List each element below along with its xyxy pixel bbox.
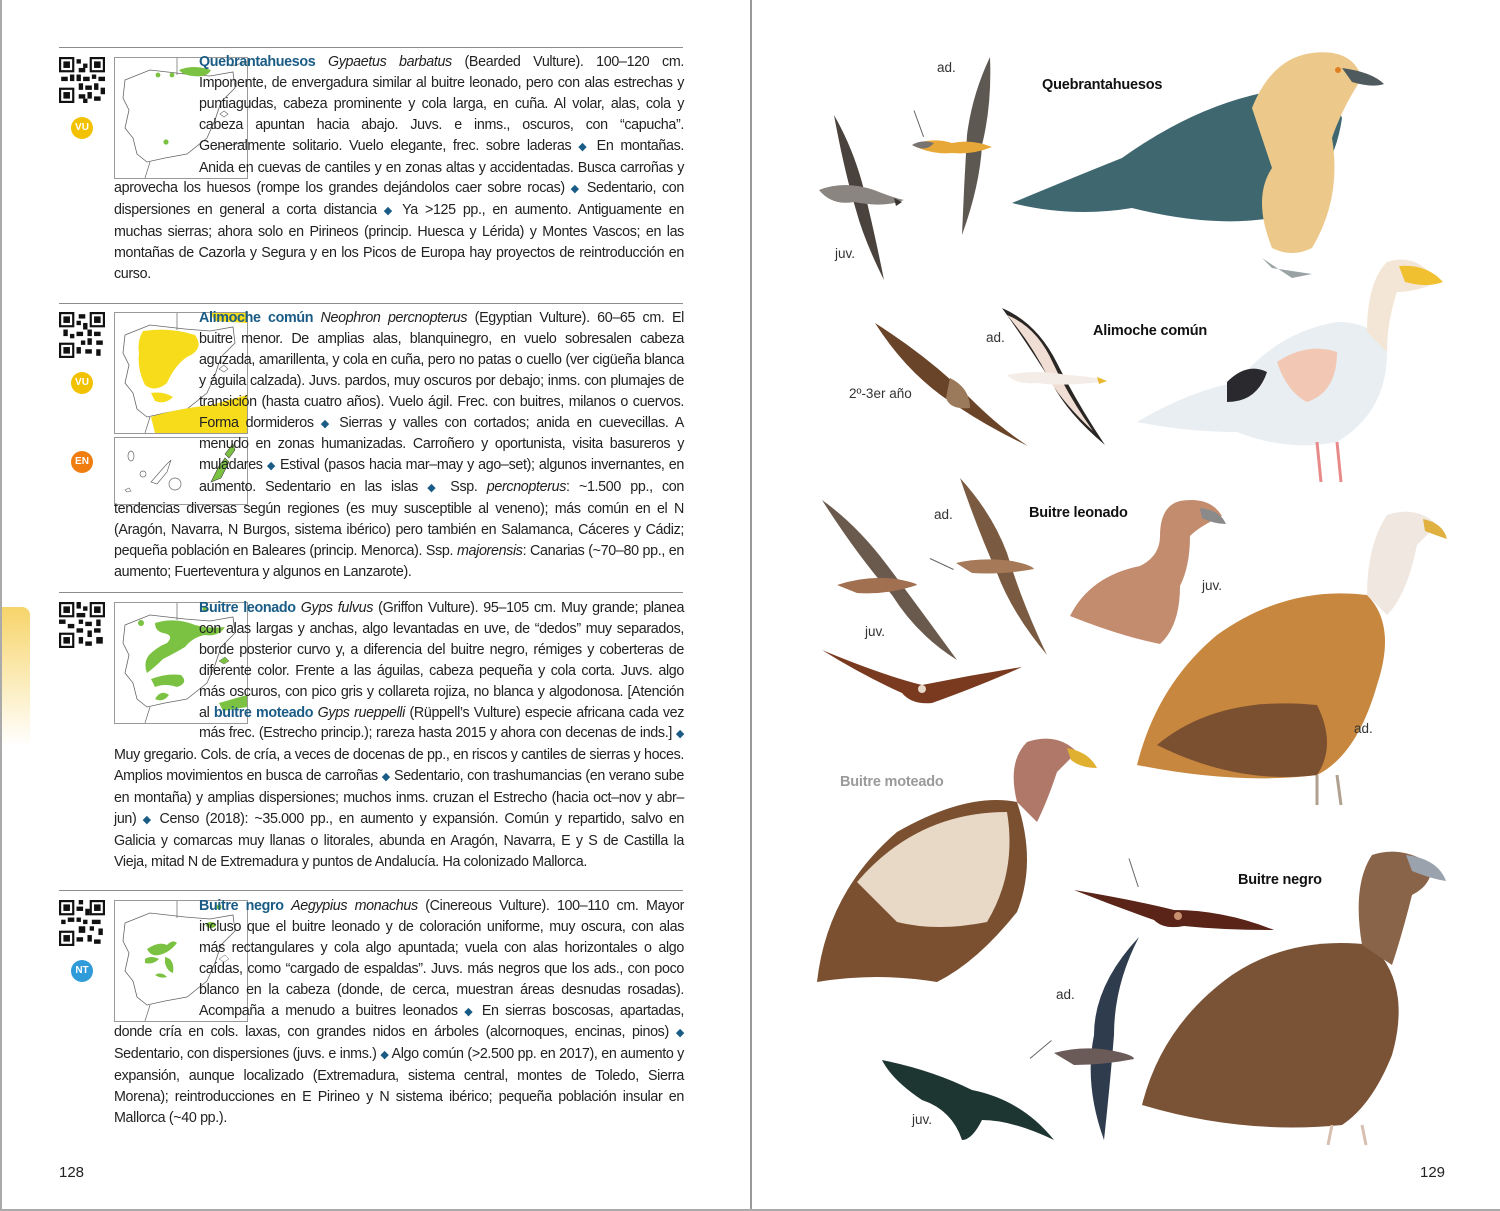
species-english-name: (Griffon Vulture). 95–105 cm. bbox=[378, 600, 556, 616]
age-label-adult: ad. bbox=[1056, 987, 1075, 1002]
plate-label-buitre-moteado: Buitre moteado bbox=[840, 774, 944, 790]
species-movements: Estival (pasos hacia mar–may y ago–set); algunos invernantes, en aumento. Sedentario en las islas bbox=[199, 457, 684, 496]
species-text-buitre-leonado bbox=[114, 598, 684, 873]
species-text-buitre-negro bbox=[114, 896, 684, 1129]
age-label-adult: ad. bbox=[1354, 721, 1373, 736]
egyptian-vulture-adult-flight-illustration bbox=[997, 303, 1107, 448]
species-aside-scientific-name: Gyps rueppelli bbox=[317, 704, 405, 721]
species-scientific-name: Neophron percnopterus bbox=[320, 310, 468, 326]
griffon-vulture-adult-flight-illustration bbox=[952, 473, 1052, 658]
species-english-name: (Cinereous Vulture). 100–110 cm. bbox=[425, 898, 639, 914]
status-badge-vu: VU bbox=[71, 372, 93, 394]
separator-diamond-icon: ◆ bbox=[383, 205, 396, 218]
bearded-vulture-juvenile-flight-illustration bbox=[814, 110, 909, 285]
separator-diamond-icon: ◆ bbox=[142, 814, 154, 827]
species-english-name: (Bearded Vulture). 100–120 cm. bbox=[464, 54, 685, 70]
species-habitat: Sierras y valles con cortados; anida en cuevecillas. A menudo en zonas humanizadas. Carroñero y oportunista, visita basureros y muladares bbox=[199, 414, 684, 474]
species-scientific-name: Aegypius monachus bbox=[291, 898, 418, 914]
species-scientific-name: Gyps fulvus bbox=[300, 600, 374, 616]
subspecies-name: majorensis bbox=[456, 542, 523, 559]
species-common-name: Buitre negro bbox=[199, 898, 284, 914]
age-label-second-third-year: 2º-3er año bbox=[849, 386, 912, 401]
separator-diamond-icon: ◆ bbox=[320, 417, 333, 430]
griffon-vulture-adult-perched-illustration bbox=[1137, 505, 1447, 810]
species-aside-text: (Rüppell’s Vulture) especie africana cada vez más frec. (Estrecho princip.); rareza hasta 2015 y ahora con decenas de inds.] bbox=[199, 704, 685, 742]
status-badge-vu: VU bbox=[71, 117, 93, 139]
entry-divider bbox=[59, 890, 683, 891]
species-description: El buitre menor. De amplias alas, blanquinegro, en vuelo sobresalen cabeza aguzada, amarillenta, y cola en cuña, pero no patas o cuello (ver cigüeña blanca y águila calzada). Juvs. pardos, muy oscuros por debajo; inms. con plumajes de transición (hasta cuatro años). Vuelo ágil. Frec. con buitres, milanos o cuervos. Forma dormideros bbox=[199, 310, 684, 431]
age-label-juvenile: juv. bbox=[835, 246, 856, 261]
cinereous-vulture-perched-illustration bbox=[1142, 845, 1452, 1150]
cinereous-vulture-juvenile-flight-illustration bbox=[882, 1050, 1057, 1145]
species-movements: Sedentario, con trashumancias (en verano sube en montaña) y amplias dispersiones; muchos inms. cruzan el Estrecho (hacia oct–nov y abr–jun) bbox=[114, 768, 684, 828]
species-population: Algo común (>2.500 pp. en 2017), en aumento y expansión, aunque localizado (Extremadura, sistema central, montes de Toledo, Sierra Morena); reintroducciones en E Pirineo y N sistema ibérico; pequeña población insular en Mallorca (~40 pp.). bbox=[114, 1046, 684, 1127]
age-label-adult: ad. bbox=[986, 330, 1005, 345]
separator-diamond-icon: ◆ bbox=[570, 183, 582, 196]
species-movements: Sedentario, con dispersiones (juvs. e inms.) bbox=[114, 1046, 377, 1063]
plate-label-alimoche: Alimoche común bbox=[1093, 323, 1208, 339]
species-text-quebrantahuesos bbox=[114, 52, 684, 285]
plate-label-buitre-negro: Buitre negro bbox=[1238, 872, 1322, 888]
separator-diamond-icon: ◆ bbox=[381, 771, 391, 784]
entry-divider bbox=[59, 47, 683, 48]
species-habitat: En sierras boscosas, apartadas, donde cría en cols. laxas, con grandes nidos en árboles (alcornoques, encinas, pinos) bbox=[114, 1002, 684, 1041]
plate-label-quebrantahuesos: Quebrantahuesos bbox=[1042, 77, 1163, 93]
species-habitat: En montañas. Anida en cuevas de cantiles y en zonas altas y accidentadas. Busca carroñas y aprovecha los huesos (rompe los grandes dejándolos caer sobre rocas) bbox=[114, 137, 684, 197]
age-label-juvenile: juv. bbox=[1202, 578, 1223, 593]
page-number-left: 128 bbox=[59, 1164, 85, 1181]
entry-divider bbox=[59, 303, 683, 304]
separator-diamond-icon: ◆ bbox=[675, 1027, 684, 1040]
status-badge-en: EN bbox=[71, 451, 93, 473]
species-description: Mayor incluso que el buitre leonado y de coloración uniforme, muy oscura, con alas más rectangulares y cola algo apuntada; vuela con alas horizontales o algo caídas, como “cargado de espaldas”. Juvs. más negros que los ads., con poco blanco en la cabeza (donde, de cerca, muestran áreas desnudas rosadas). Acompaña a menudo a buitres leonados bbox=[199, 898, 684, 1019]
griffon-vulture-frontal-flight-illustration bbox=[822, 645, 1027, 710]
bearded-vulture-adult-flight-illustration bbox=[912, 55, 1007, 240]
species-common-name: Buitre leonado bbox=[199, 600, 296, 616]
separator-diamond-icon: ◆ bbox=[464, 1005, 476, 1018]
species-english-name: (Egyptian Vulture). 60–65 cm. bbox=[474, 310, 665, 326]
plate-label-buitre-leonado: Buitre leonado bbox=[1029, 505, 1128, 521]
cinereous-vulture-adult-flight-illustration bbox=[1054, 935, 1144, 1145]
separator-diamond-icon: ◆ bbox=[266, 460, 276, 473]
species-population: Ya >125 pp., en aumento. Antiguamente en muchas sierras; ahora solo en Pirineos (princip. Huesca y Lérida) y Montes Vascos; en las montañas de Cazorla y Segura y en los Picos de Europa hay proyectos de reintroducción en curso. bbox=[114, 202, 684, 283]
age-label-adult: ad. bbox=[937, 60, 956, 75]
age-label-adult: ad. bbox=[934, 507, 953, 522]
species-scientific-name: Gypaetus barbatus bbox=[327, 54, 452, 70]
species-description: Imponente, de envergadura similar al buitre leonado, pero con alas estrechas y puntiagudas, cabeza prominente y cola larga, en cuña. Al volar, alas, cola y cabeza apuntan hacia abajo. Juvs. e inms., oscuros, con “capucha”. Generalmente solitario. Vuelo elegante, frec. sobre laderas bbox=[199, 74, 684, 154]
species-movements: Sedentario, con dispersiones en general a corta distancia bbox=[114, 180, 684, 219]
separator-diamond-icon: ◆ bbox=[675, 728, 684, 741]
species-common-name: Alimoche común bbox=[199, 310, 314, 326]
right-page bbox=[750, 0, 1500, 1211]
age-label-juvenile: juv. bbox=[912, 1112, 933, 1127]
species-habitat: Muy gregario. Cols. de cría, a veces de docenas de pp., en riscos y cantiles de sierras y hoces. Amplios movimientos en busca de carroñas bbox=[114, 747, 684, 785]
species-population: Ssp. percnopterus: ~1.500 pp., con tendencias diversas según regiones (es muy susceptible al veneno); más común en el N (Aragón, Navarra, N Burgos, sistema ibérico) pero también en Salamanca, Cáceres y Cádiz; pequeña población en Baleares (princip. Menorca). Ssp. majorensis: Canarias (~70–80 pp., en aumento; Fuerteventura y algunos en Lanzarote). bbox=[114, 479, 684, 580]
subspecies-name: percnopterus bbox=[486, 479, 567, 496]
separator-diamond-icon: ◆ bbox=[380, 1049, 389, 1062]
status-badge-nt: NT bbox=[71, 960, 93, 982]
age-label-juvenile: juv. bbox=[865, 624, 886, 639]
species-description: Muy grande; planea con alas largas y anchas, algo levantadas en uve, de “dedos” muy separados, borde posterior curvo y, a diferencia del buitre negro, rémiges y coberteras de diferente color. Frente a las águilas, cabeza pequeña y cola corta. Juvs. algo más oscuros, con pico gris y collareta rojiza, no blanca y algodonosa. [Atención al bbox=[199, 600, 685, 721]
page-number-right: 129 bbox=[1420, 1164, 1446, 1181]
egyptian-vulture-perched-illustration bbox=[1137, 252, 1447, 492]
species-common-name: Quebrantahuesos bbox=[199, 54, 316, 70]
species-text-alimoche bbox=[114, 308, 684, 583]
entry-divider bbox=[59, 592, 683, 593]
separator-diamond-icon: ◆ bbox=[578, 140, 590, 153]
species-aside-name: buitre moteado bbox=[213, 704, 314, 721]
separator-diamond-icon: ◆ bbox=[427, 482, 441, 495]
species-population: Censo (2018): ~35.000 pp., en aumento y expansión. Común y repartido, salvo en Galicia y comarcas muy llanas o litorales, abunda en Aragón, Navarra, E y S de Castilla la Vieja, mitad N de Extremadura y puntos de Andalucía. Ha colonizado Mallorca. bbox=[114, 811, 685, 870]
section-thumb-tab bbox=[2, 607, 30, 747]
